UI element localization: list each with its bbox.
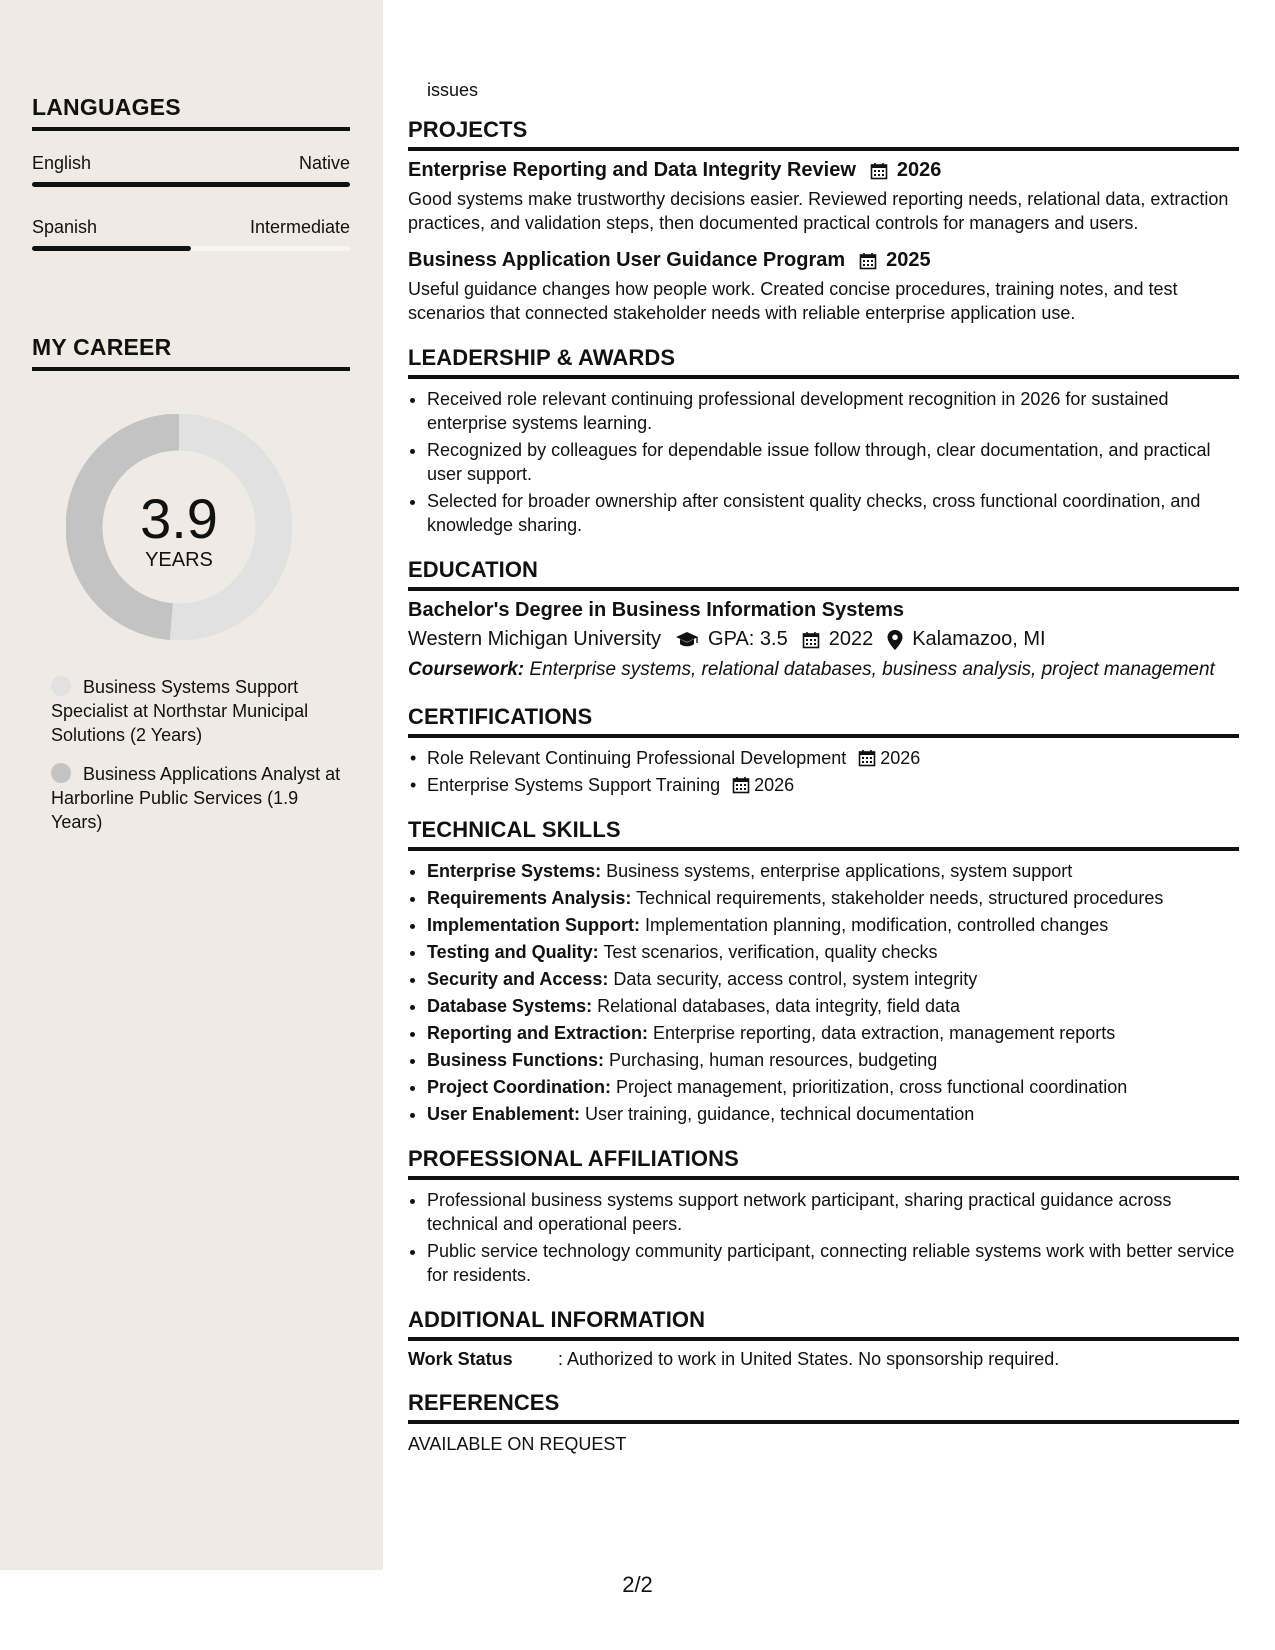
calendar-icon bbox=[732, 776, 750, 794]
career-legend-item bbox=[51, 675, 341, 747]
leadership-section bbox=[408, 345, 1239, 537]
project-item bbox=[408, 159, 1239, 235]
projects-section bbox=[408, 117, 1239, 325]
affiliations-title: PROFESSIONAL AFFILIATIONS bbox=[408, 1146, 1239, 1180]
education-title: EDUCATION bbox=[408, 557, 1239, 591]
skill-value: Business systems, enterprise applications, system support bbox=[601, 861, 1073, 881]
certifications-list bbox=[408, 746, 1239, 797]
references-section bbox=[408, 1390, 1239, 1456]
language-proficiency-fill bbox=[32, 246, 191, 251]
skill-value: Relational databases, data integrity, field data bbox=[592, 996, 960, 1016]
skill-label: Testing and Quality: bbox=[427, 942, 599, 962]
skills-section bbox=[408, 817, 1239, 1126]
leadership-title: LEADERSHIP & AWARDS bbox=[408, 345, 1239, 379]
certifications-section bbox=[408, 704, 1239, 797]
gpa: GPA: 3.5 bbox=[708, 628, 788, 650]
graduation-cap-icon bbox=[675, 631, 699, 649]
skill-label: Business Functions: bbox=[427, 1050, 605, 1070]
skill-label: Project Coordination: bbox=[427, 1077, 611, 1097]
language-name: Spanish bbox=[32, 217, 98, 237]
additional-info-section bbox=[408, 1307, 1239, 1370]
career-section bbox=[32, 334, 350, 371]
calendar-icon bbox=[858, 749, 876, 767]
list-item bbox=[427, 1102, 1239, 1126]
skill-value: Test scenarios, verification, quality checks bbox=[598, 942, 938, 962]
skill-label: Enterprise Systems: bbox=[427, 861, 602, 881]
language-proficiency-fill bbox=[32, 182, 350, 187]
language-item bbox=[32, 153, 350, 187]
graduation-year: 2022 bbox=[828, 628, 874, 650]
skill-value: Purchasing, human resources, budgeting bbox=[604, 1050, 938, 1070]
career-donut-chart bbox=[66, 414, 292, 640]
list-item: • Public service technology community participant, connecting reliable systems work with better service for residents. bbox=[427, 1239, 1239, 1287]
language-proficiency-bar bbox=[32, 182, 350, 187]
affiliations-section bbox=[408, 1146, 1239, 1287]
list-item bbox=[427, 746, 1239, 770]
project-description: Good systems make trustworthy decisions easier. Reviewed reporting needs, relational data, extraction practices, and validation steps, then documented practical controls for managers and users. bbox=[408, 189, 1229, 233]
list-item bbox=[427, 967, 1239, 991]
project-year: 2025 bbox=[886, 249, 931, 271]
career-legend-item bbox=[51, 762, 341, 834]
sidebar bbox=[0, 0, 383, 1570]
legend-dot bbox=[51, 763, 71, 783]
languages-section bbox=[32, 94, 350, 251]
page-number: 2/2 bbox=[622, 1572, 653, 1597]
skill-value: User training, guidance, technical documentation bbox=[580, 1104, 975, 1124]
languages-title: LANGUAGES bbox=[32, 94, 350, 131]
career-title: MY CAREER bbox=[32, 334, 350, 371]
main-content bbox=[408, 78, 1239, 1456]
list-item bbox=[427, 994, 1239, 1018]
skill-label: Requirements Analysis: bbox=[427, 888, 632, 908]
skill-value: Data security, access control, system integrity bbox=[608, 969, 978, 989]
coursework-text: Enterprise systems, relational databases, business analysis, project management bbox=[524, 659, 1215, 680]
career-legend-text: Business Applications Analyst at Harborline Public Services (1.9 Years) bbox=[51, 764, 341, 832]
calendar-icon bbox=[802, 631, 820, 649]
certification-year: 2026 bbox=[754, 775, 795, 795]
language-item bbox=[32, 217, 350, 251]
list-item: • Selected for broader ownership after consistent quality checks, cross functional coordination, and knowledge sharing. bbox=[427, 489, 1239, 537]
work-status-value: : Authorized to work in United States. No sponsorship required. bbox=[558, 1349, 1060, 1369]
language-level: Native bbox=[298, 153, 350, 173]
list-item bbox=[427, 1021, 1239, 1045]
language-name: English bbox=[32, 153, 92, 173]
work-status-label: Work Status bbox=[408, 1349, 513, 1369]
career-total-years: 3.9 bbox=[140, 487, 218, 550]
language-proficiency-bar bbox=[32, 246, 350, 251]
references-text: AVAILABLE ON REQUEST bbox=[408, 1434, 627, 1454]
list-item: • Professional business systems support network participant, sharing practical guidance across technical and operational peers. bbox=[427, 1188, 1239, 1236]
school-name: Western Michigan University bbox=[408, 628, 662, 650]
skill-value: Enterprise reporting, data extraction, management reports bbox=[648, 1023, 1116, 1043]
continued-text: issues bbox=[427, 80, 479, 100]
project-name: Business Application User Guidance Program bbox=[408, 249, 846, 271]
list-item bbox=[427, 1048, 1239, 1072]
skills-list bbox=[408, 859, 1239, 1126]
project-name: Enterprise Reporting and Data Integrity Review bbox=[408, 159, 856, 181]
additional-info-title: ADDITIONAL INFORMATION bbox=[408, 1307, 1239, 1341]
skill-value: Implementation planning, modification, controlled changes bbox=[640, 915, 1109, 935]
skill-value: Technical requirements, stakeholder needs, structured procedures bbox=[631, 888, 1164, 908]
project-description: Useful guidance changes how people work. Created concise procedures, training notes, and test scenarios that connected stakeholder needs with reliable enterprise application use. bbox=[408, 279, 1178, 323]
list-item bbox=[427, 859, 1239, 883]
skill-label: Implementation Support: bbox=[427, 915, 640, 935]
education-section bbox=[408, 557, 1239, 682]
skill-label: Database Systems: bbox=[427, 996, 593, 1016]
calendar-icon bbox=[859, 252, 877, 270]
list-item bbox=[427, 913, 1239, 937]
skill-label: Security and Access: bbox=[427, 969, 609, 989]
affiliations-list bbox=[408, 1188, 1239, 1287]
list-item: • Recognized by colleagues for dependable issue follow through, clear documentation, and practical user support. bbox=[427, 438, 1239, 486]
references-title: REFERENCES bbox=[408, 1390, 1239, 1424]
degree-name: Bachelor's Degree in Business Information Systems bbox=[408, 599, 905, 621]
legend-dot bbox=[51, 676, 71, 696]
certification-name: • Enterprise Systems Support Training bbox=[427, 775, 721, 795]
certification-year: 2026 bbox=[880, 748, 921, 768]
location-pin-icon bbox=[887, 630, 903, 650]
career-years-unit: YEARS bbox=[145, 549, 213, 571]
coursework-label: Coursework: bbox=[408, 659, 525, 680]
school-location: Kalamazoo, MI bbox=[912, 628, 1046, 650]
language-level: Intermediate bbox=[249, 217, 350, 237]
projects-title: PROJECTS bbox=[408, 117, 1239, 151]
list-item bbox=[427, 1075, 1239, 1099]
certifications-title: CERTIFICATIONS bbox=[408, 704, 1239, 738]
list-item bbox=[427, 940, 1239, 964]
skill-value: Project management, prioritization, cross functional coordination bbox=[611, 1077, 1128, 1097]
list-item: • Received role relevant continuing professional development recognition in 2026 for sustained enterprise systems learning. bbox=[427, 387, 1239, 435]
skill-label: Reporting and Extraction: bbox=[427, 1023, 649, 1043]
list-item bbox=[427, 886, 1239, 910]
project-item bbox=[408, 249, 1239, 325]
skill-label: User Enablement: bbox=[427, 1104, 581, 1124]
skills-title: TECHNICAL SKILLS bbox=[408, 817, 1239, 851]
certification-name: • Role Relevant Continuing Professional Development bbox=[427, 748, 847, 768]
project-year: 2026 bbox=[896, 159, 942, 181]
leadership-list bbox=[408, 387, 1239, 537]
coursework bbox=[408, 657, 1239, 682]
list-item bbox=[427, 773, 1239, 797]
calendar-icon bbox=[870, 162, 888, 180]
career-legend-text: Business Systems Support Specialist at Northstar Municipal Solutions (2 Years) bbox=[51, 677, 309, 745]
